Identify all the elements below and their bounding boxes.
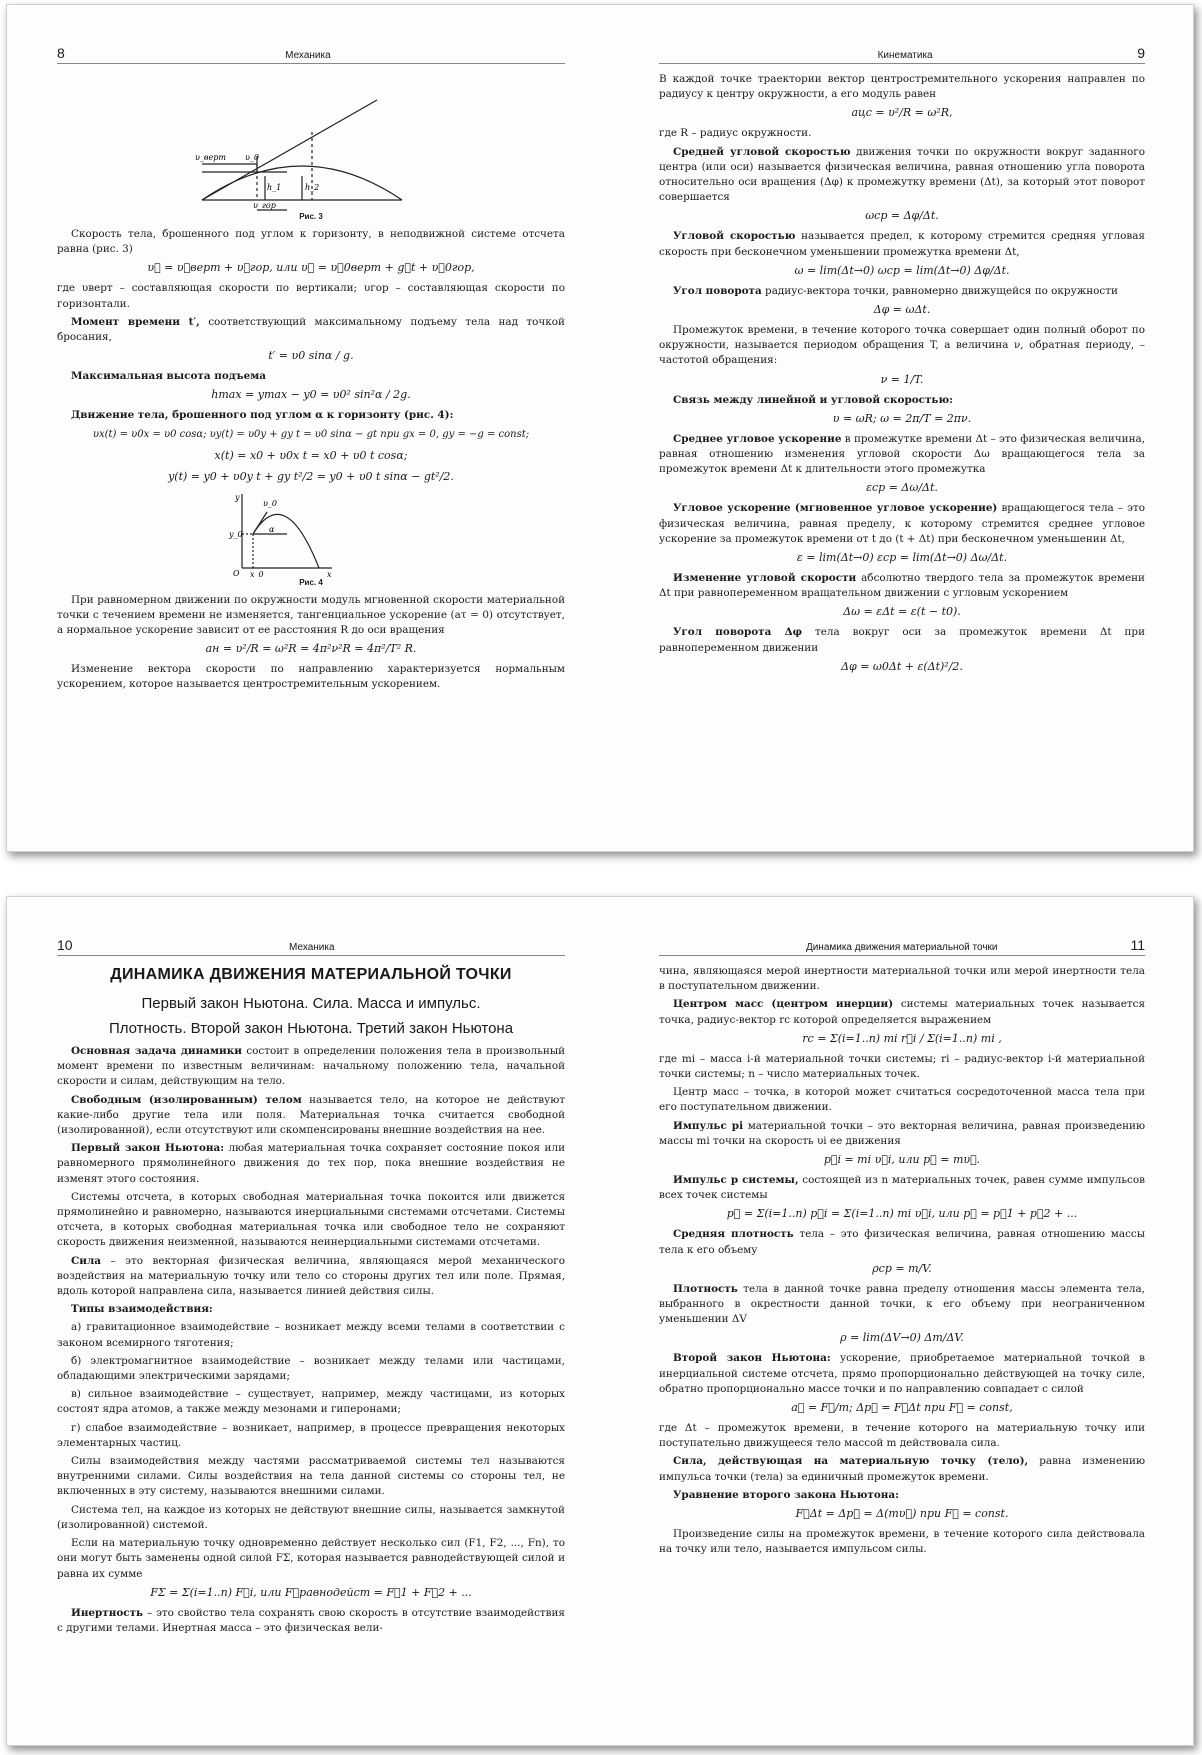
running-header bbox=[659, 937, 1145, 956]
formula: aн = υ²/R = ω²R = 4π²ν²R = 4π²/T² R. bbox=[205, 642, 417, 656]
figure-3 bbox=[57, 72, 565, 212]
fig4-label-v0: υ_0 bbox=[263, 498, 277, 508]
formula: ρср = m/V. bbox=[872, 1261, 932, 1275]
formula: υ = ωR; ω = 2π/T = 2πν. bbox=[832, 411, 972, 425]
fig3-label-h2: h_2 bbox=[305, 183, 320, 192]
section-title-line-1: Первый закон Ньютона. Сила. Масса и импульс. bbox=[141, 995, 481, 1012]
running-header bbox=[659, 45, 1145, 64]
formula: y(t) = y0 + υ0y t + gy t²/2 = y0 + υ0 t sinα − gt²/2. bbox=[168, 469, 454, 483]
page-number: 8 bbox=[57, 45, 65, 61]
formula: F⃗Δt = Δp⃗ = Δ(mυ⃗) при F⃗ = const. bbox=[795, 1507, 1009, 1521]
page-9-text: В каждой точке траектории вектор центростремительного ускорения направлен по радиусу к центру окружности, а его модуль равен aцс = υ²/R = ω²R, где R – радиус окружности. Средней угловой скоростью движения точки по окружности вокруг заданного центра (или оси) называется физическая величина, равная отношению угла поворота относительно оси вращения (Δφ) к промежутку времени (Δt), за который этот поворот совершается ωср = Δφ/Δt. Угловой скоростью называется предел, к которому стремится средняя угловая скорость при бесконечном уменьшении промежутка времени Δt, ω = lim(Δt→0) ωср = lim(Δt→0) Δφ/Δt. Угол поворота радиус-вектора точки, равномерно движущейся по окружности Δφ = ωΔt. Промежуток времени, в течение которого точка совершает один полный оборот по окружности, называется периодом обращения T, а величина ν, обратная периоду, – частотой обращения: ν = 1/T. Связь между линейной и угловой скоростью: υ = ωR; ω = 2π/T = 2πν. Среднее угловое ускорение в промежутке времени Δt – это физическая величина, равная отношению изменения угловой скорости Δω вращающегося тела за промежуток времени Δt к длительности этого промежутка εср = Δω/Δt. Угловое ускорение (мгновенное угловое ускорение) вращающегося тела – это физическая величина, равная пределу, к которому стремится среднее угловое ускорение за промежуток времени от t до (t + Δt) при бесконечном уменьшении Δt, ε = lim(Δt→0) εср = lim(Δt→0) Δω/Δt. Изменение угловой скорости абсолютно твердого тела за промежуток времени Δt при равнопеременном вращательном движении с угловым ускорением Δω = εΔt = ε(t − t0). Угол поворота Δφ тела вокруг оси за промежуток времени Δt при равнопеременном движении Δφ = ω0Δt + ε(Δt)²/2. bbox=[659, 73, 1145, 673]
fig4-label-alpha: α bbox=[269, 524, 275, 534]
formula: t′ = υ0 sinα / g. bbox=[268, 349, 354, 363]
page-10 bbox=[7, 897, 601, 1745]
page-8 bbox=[7, 5, 601, 851]
page-11-text: чина, являющаяся мерой инертности материальной точки или мерой инертности тела в поступательном движении. Центром масс (центром инерции) системы материальных точек называется точка, радиус-вектор rc которой определяется выражением rc = Σ(i=1..n) mi r⃗i / Σ(i=1..n) mi , где mi – масса i-й материальной точки системы; ri – радиус-вектор i-й материальной точки системы; n – число материальных точек. Центр масс – точка, в которой может считаться сосредоточенной масса тела при его поступательном движении. Импульс pi материальной точки – это векторная величина, равная произведению массы mi точки на скорость υi ее движения p⃗i = mi υ⃗i, или p⃗ = mυ⃗. Импульс p системы, состоящей из n материальных точек, равен сумме импульсов всех точек системы p⃗ = Σ(i=1..n) p⃗i = Σ(i=1..n) mi υ⃗i, или p⃗ = p⃗1 + p⃗2 + ... Средняя плотность тела – это физическая величина, равная отношению массы тела к его объему ρср = m/V. Плотность тела в данной точке равна пределу отношения массы элемента тела, выбранного в окрестности данной точки, к его объему при неограниченном уменьшении ΔV ρ = lim(ΔV→0) Δm/ΔV. Второй закон Ньютона: ускорение, приобретаемое материальной точкой в инерциальной системе отсчета, прямо пропорционально действующей на точку силе, обратно пропорционально массе точки и по направлению совпадает с силой a⃗ = F⃗/m; Δp⃗ = F⃗Δt при F⃗ = const, где Δt – промежуток времени, в течение которого на материальную точку или поступательно движущееся тело массой m действовала сила. Сила, действующая на материальную точку (тело), равна изменению импульса точки (тела) за единичный промежуток времени. Уравнение второго закона Ньютона: F⃗Δt = Δp⃗ = Δ(mυ⃗) при F⃗ = const. Произведение силы на промежуток времени, в течение которого сила действовала на точку или тело, называется импульсом силы. bbox=[659, 965, 1146, 1556]
fig3-label-h1: h_1 bbox=[267, 183, 282, 192]
figure-4 bbox=[57, 490, 565, 578]
formula: rc = Σ(i=1..n) mi r⃗i / Σ(i=1..n) mi , bbox=[802, 1031, 1002, 1045]
page-number: 11 bbox=[1130, 937, 1145, 953]
formula: ε = lim(Δt→0) εср = lim(Δt→0) Δω/Δt. bbox=[796, 551, 1008, 565]
page-9 bbox=[601, 5, 1195, 851]
trajectory-4 bbox=[253, 514, 319, 568]
running-head: Динамика движения материальной точки bbox=[805, 942, 998, 953]
page-8-text-block-1: Скорость тела, брошенного под углом к горизонту, в неподвижной системе отсчета равна (рис. 3) υ⃗ = υ⃗верт + υ⃗гор, или υ⃗ = υ⃗0верт + g⃗t + υ⃗0гор, где υверт – составляющая скорости по вертикали; υгор – составляющая скорости по горизонтали. Момент времени t′, соответствующий максимальному подъему тела над точкой бросания, t′ = υ0 sinα / g. Максимальная высота подъема hmax = ymax − y0 = υ0² sin²α / 2g. Движение тела, брошенного под углом α к горизонту (рис. 4): υx(t) = υ0x = υ0 cosα; υy(t) = υ0y + gy t = υ0 sinα − gt при gx = 0, gy = −g = const; x(t) = x0 + υ0x t = x0 + υ0 t cosα; y(t) = y0 + υ0y t + gy t²/2 = y0 + υ0 t sinα − gt²/2. bbox=[57, 228, 565, 483]
formula: Δω = εΔt = ε(t − t0). bbox=[843, 605, 961, 619]
running-head: Кинематика bbox=[877, 50, 933, 61]
velocity-vector bbox=[202, 100, 377, 200]
running-header bbox=[57, 45, 565, 64]
page-10-text: Основная задача динамики состоит в определении положения тела в произвольный момент времени по известным величинам: начальному положению тела, начальной скорости и силам, действующим на тело. Свободным (изолированным) телом называется тело, на которое не действуют какие-либо другие тела или поля. Материальная точка считается свободной (изолированной), если отсутствуют или скомпенсированы внешние воздействия на нее. Первый закон Ньютона: любая материальная точка сохраняет состояние покоя или равномерного прямолинейного движения до тех пор, пока внешние воздействия не изменят этого состояния. Системы отсчета, в которых свободная материальная точка покоится или движется прямолинейно и равномерно, называются инерциальными системами отсчетами. Системы отсчета, в которых свободная материальная точка или свободное тело не сохраняют скорость движения неизменной, называются неинерциальными системами отсчетами. Сила – это векторная физическая величина, являющаяся мерой механического воздействия на материальную точку или тело со стороны других тел или поле. Прямая, вдоль которой направлена сила, называется линией действия силы. Типы взаимодействия: а) гравитационное взаимодействие – возникает между всеми телами в соответствии с законом всемирного тяготения; б) электромагнитное взаимодействие – возникает между телами или частицами, обладающими электрическими зарядами; в) сильное взаимодействие – существует, например, между частицами, из которых состоят ядра атомов, а также между мезонами и гиперонами; г) слабое взаимодействие – возникает, например, в процессе превращения некоторых элементарных частиц. Силы взаимодействия между частями рассматриваемой системы тел называются внутренними силами. Силы воздействия на тела данной системы со стороны тел, не включенных в эту систему, называются внешними силами. Система тел, на каждое из которых не действуют внешние силы, называется замкнутой (изолированной) системой. Если на материальную точку одновременно действует несколько сил (F1, F2, ..., Fn), то они могут быть заменены одной силой FΣ, которая называется равнодействующей силой и равна их сумме FΣ = Σ(i=1..n) F⃗i, или F⃗равнодейст = F⃗1 + F⃗2 + ... Инертность – это свойство тела сохранять свою скорость в отсутствие взаимодействия с другими телами. Инертная масса – это физическая вели- bbox=[57, 1045, 566, 1634]
fig4-label-x: x bbox=[327, 569, 332, 578]
section-title-line-2: Плотность. Второй закон Ньютона. Третий закон Ньютона bbox=[108, 1020, 514, 1037]
fig4-label-y0: y_0 bbox=[229, 529, 243, 539]
fig3-label-v0: υ_0 bbox=[245, 153, 259, 162]
fig4-label-origin: O bbox=[233, 568, 240, 578]
book-spread-top bbox=[6, 4, 1194, 852]
page-8-text-block-2: При равномерном движении по окружности модуль мгновенной скорости материальной точки с течением времени не изменяется, тангенциальное ускорение (aτ = 0) отсутствует, а нормальное ускорение зависит от ее расстояния R до оси вращения aн = υ²/R = ω²R = 4π²ν²R = 4π²/T² R. Изменение вектора скорости по направлению характеризуется нормальным ускорением, которое называется центростремительным ускорением. bbox=[57, 593, 565, 691]
page-number: 10 bbox=[57, 937, 73, 953]
formula: hmax = ymax − y0 = υ0² sin²α / 2g. bbox=[211, 388, 411, 402]
page-11 bbox=[601, 897, 1195, 1745]
running-head: Механика bbox=[289, 942, 335, 953]
formula: ρ = lim(ΔV→0) Δm/ΔV. bbox=[840, 1331, 964, 1345]
book-spread-bottom bbox=[6, 896, 1194, 1746]
formula: x(t) = x0 + υ0x t = x0 + υ0 t cosα; bbox=[214, 448, 408, 462]
fig3-label-vvert: υ_верт bbox=[195, 153, 226, 162]
formula: εср = Δω/Δt. bbox=[866, 481, 938, 495]
page-number: 9 bbox=[1137, 45, 1145, 61]
formula: a⃗ = F⃗/m; Δp⃗ = F⃗Δt при F⃗ = const, bbox=[791, 1401, 1013, 1415]
formula: Δφ = ω0Δt + ε(Δt)²/2. bbox=[841, 659, 963, 673]
fig4-label-y: y bbox=[235, 492, 240, 502]
fig3-label-vgor: υ_гор bbox=[253, 201, 276, 210]
formula: ω = lim(Δt→0) ωср = lim(Δt→0) Δφ/Δt. bbox=[794, 263, 1010, 277]
formula: υx(t) = υ0x = υ0 cosα; υy(t) = υ0y + gy t = υ0 sinα − gt при gx = 0, gy = −g = const; bbox=[92, 428, 530, 440]
formula: ωср = Δφ/Δt. bbox=[865, 209, 939, 223]
formula: Δφ = ωΔt. bbox=[873, 303, 931, 317]
figure-4-caption: Рис. 4 bbox=[299, 577, 323, 587]
running-header bbox=[57, 937, 565, 956]
formula: FΣ = Σ(i=1..n) F⃗i, или F⃗равнодейст = F⃗1 + F⃗2 + ... bbox=[150, 1585, 472, 1599]
running-head: Механика bbox=[285, 50, 331, 61]
formula: p⃗ = Σ(i=1..n) p⃗i = Σ(i=1..n) mi υ⃗i, или p⃗ = p⃗1 + p⃗2 + ... bbox=[726, 1207, 1078, 1221]
formula: υ⃗ = υ⃗верт + υ⃗гор, или υ⃗ = υ⃗0верт + g⃗t + υ⃗0гор, bbox=[147, 261, 475, 275]
formula: ν = 1/T. bbox=[880, 372, 924, 386]
formula: aцс = υ²/R = ω²R, bbox=[851, 106, 953, 120]
figure-3-caption: Рис. 3 bbox=[299, 212, 323, 221]
formula: p⃗i = mi υ⃗i, или p⃗ = mυ⃗. bbox=[823, 1153, 981, 1167]
chapter-title: ДИНАМИКА ДВИЖЕНИЯ МАТЕРИАЛЬНОЙ ТОЧКИ bbox=[110, 966, 512, 983]
fig4-label-x0: x_0 bbox=[250, 569, 264, 578]
